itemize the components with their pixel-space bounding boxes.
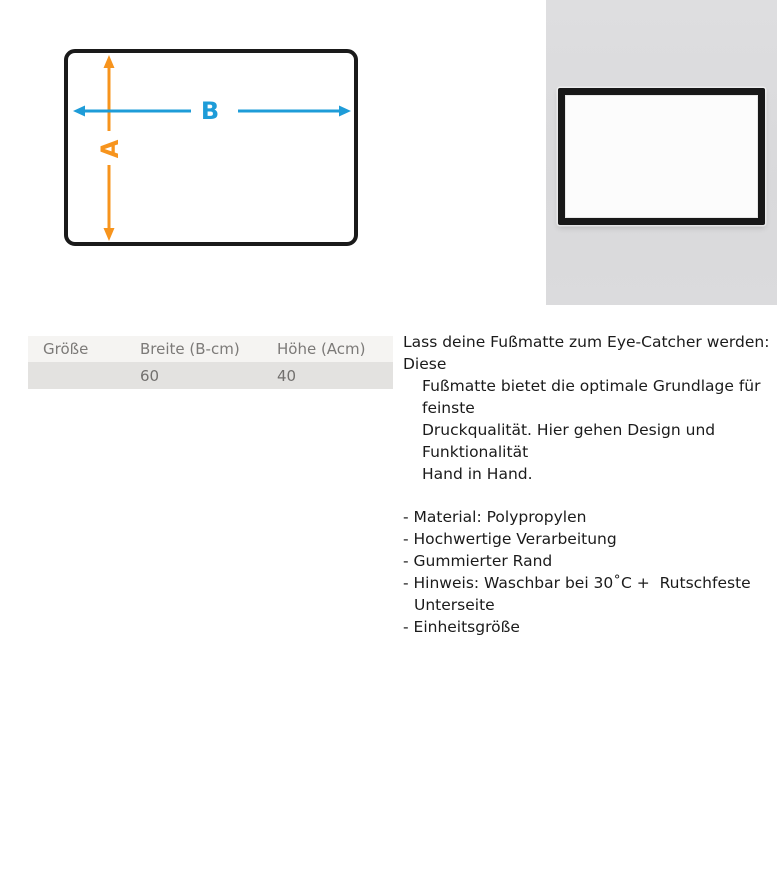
product-photo[interactable]: [546, 0, 777, 305]
feature-item: - Hochwertige Verarbeitung: [403, 530, 617, 548]
product-description: [403, 331, 777, 638]
description-line: Hand in Hand.: [422, 465, 533, 483]
feature-list: [403, 506, 777, 638]
feature-item-continuation: Unterseite: [414, 596, 495, 614]
feature-item: - Einheitsgröße: [403, 618, 520, 636]
doormat-image: [558, 88, 765, 225]
description-line: Fußmatte bietet die optimale Grundlage für feinste: [422, 377, 766, 417]
table-header-row: [28, 336, 393, 362]
header-cell-hoehe: Höhe (Acm): [277, 340, 366, 358]
header-cell-breite: Breite (B-cm): [140, 340, 240, 358]
feature-item: - Material: Polypropylen: [403, 508, 587, 526]
header-cell-groesse: Größe: [43, 340, 89, 358]
table-row: [28, 362, 393, 389]
size-diagram: [64, 49, 358, 246]
description-line: Lass deine Fußmatte zum Eye-Catcher werden: Diese: [403, 333, 775, 373]
feature-item: - Hinweis: Waschbar bei 30˚C + Rutschfeste: [403, 574, 751, 592]
doormat-surface: [565, 95, 758, 218]
description-line: Druckqualität. Hier gehen Design und Funktionalität: [422, 421, 721, 461]
feature-item: - Gummierter Rand: [403, 552, 553, 570]
cell-breite-value: 60: [140, 366, 160, 385]
width-label: B: [200, 97, 220, 125]
height-label: A: [96, 139, 124, 159]
description-paragraph: [403, 331, 777, 485]
size-table: [28, 336, 393, 389]
cell-groesse-value: [28, 362, 125, 389]
cell-hoehe-value: 40: [277, 366, 297, 385]
